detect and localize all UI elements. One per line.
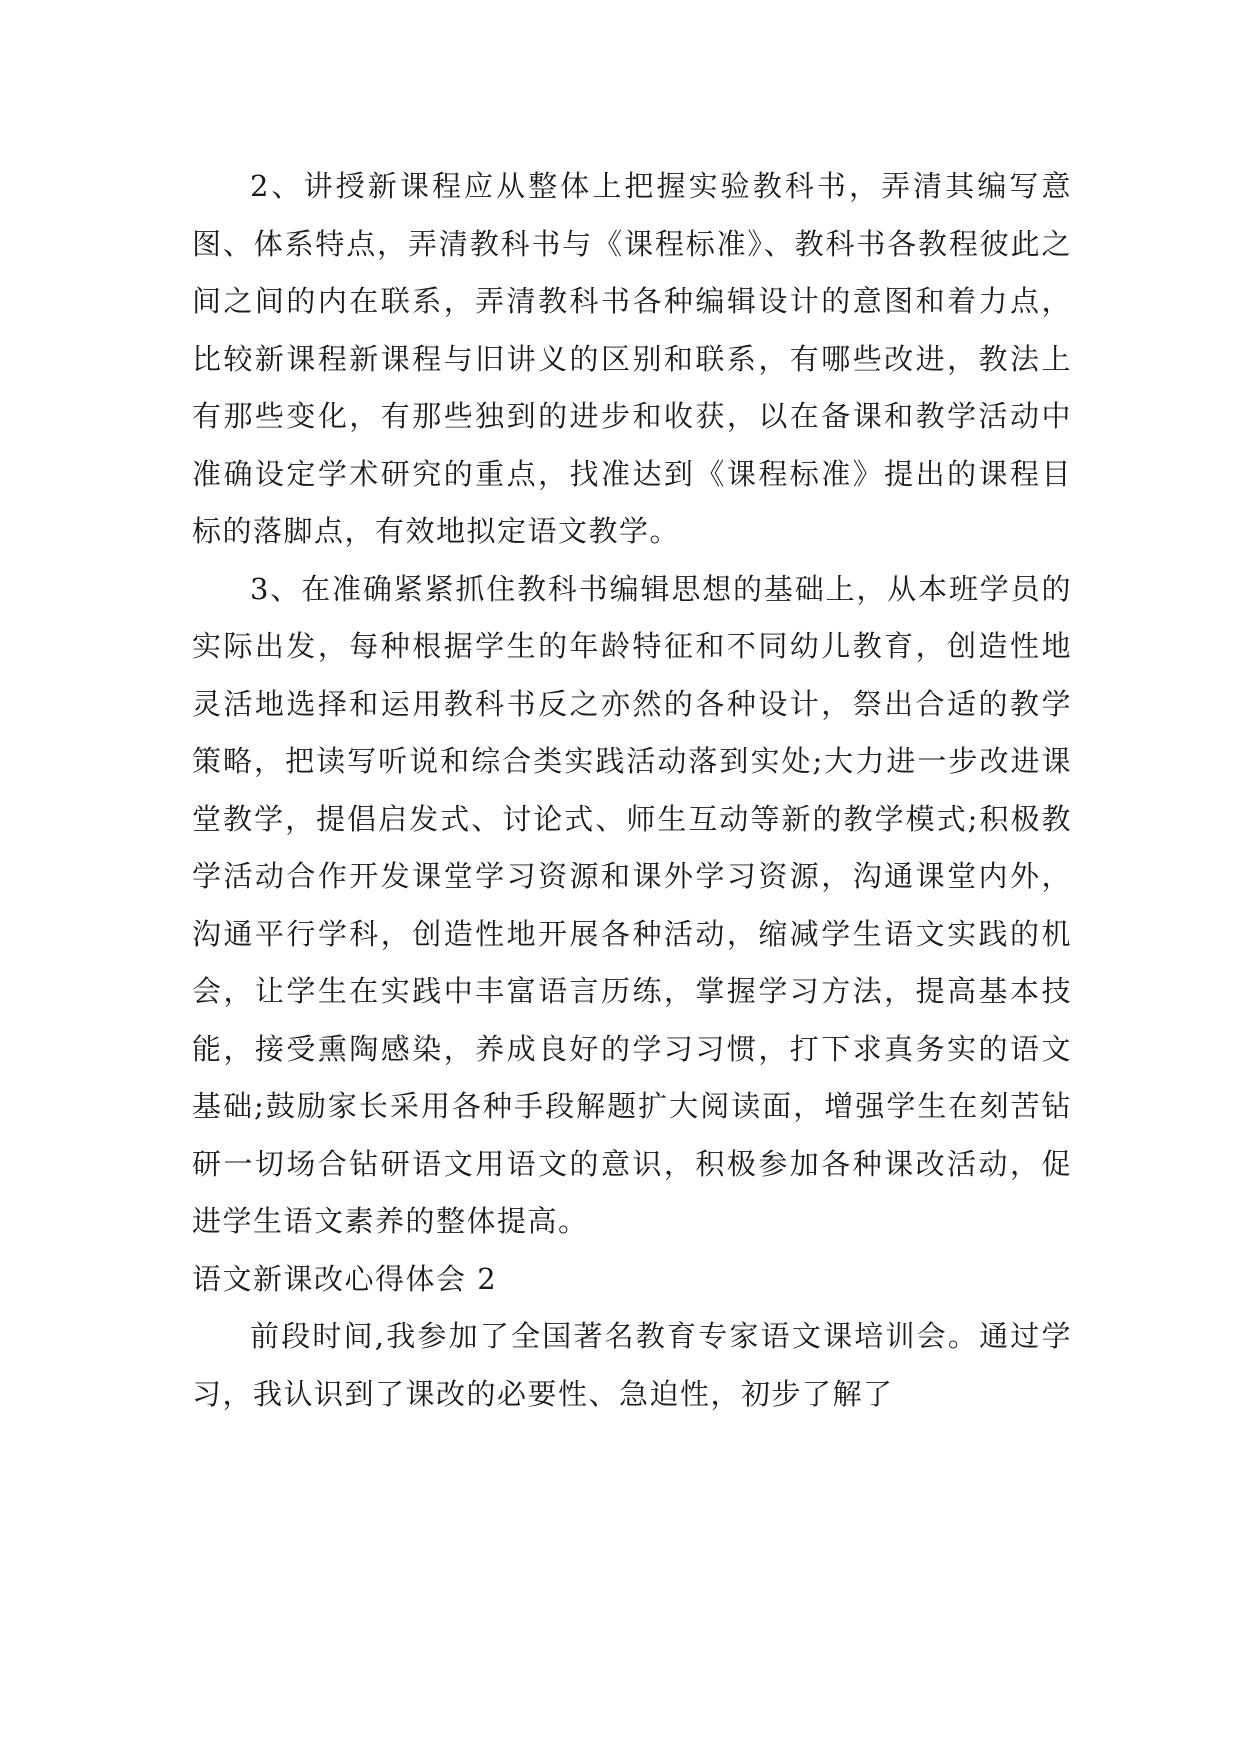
paragraph-intro: 前段时间,我参加了全国著名教育专家语文课培训会。通过学习，我认识到了课改的必要性、急迫性，初步了解了 [192, 1319, 1072, 1411]
paragraph-3: 3、在准确紧紧抓住教科书编辑思想的基础上，从本班学员的实际出发，每种根据学生的年龄特征和不同幼儿教育，创造性地灵活地选择和运用教科书反之亦然的各种设计，祭出合适的教学策略，把读写听说和综合类实践活动落到实处;大力进一步改进课堂教学，提倡启发式、讨论式、师生互动等新的教学模式;积极教学活动合作开发课堂学习资源和课外学习资源，沟通课堂内外，沟通平行学科，创造性地开展各种活动，缩减学生语文实践的机会，让学生在实践中丰富语言历练，掌握学习方法，提高基本技能，接受熏陶感染，养成良好的学习习惯，打下求真务实的语文基础;鼓励家长采用各种手段解题扩大阅读面，增强学生在刻苦钻研一切场合钻研语文用语文的意识，积极参加各种课改活动，促进学生语文素养的整体提高。 [192, 571, 1072, 1238]
section-heading: 语文新课改心得体会 2 [192, 1261, 498, 1296]
document-body [192, 158, 1072, 1423]
paragraph-2: 2、讲授新课程应从整体上把握实验教科书，弄清其编写意图、体系特点，弄清教科书与《课程标准》、教科书各教程彼此之间之间的内在联系，弄清教科书各种编辑设计的意图和着力点，比较新课程新课程与旧讲义的区别和联系，有哪些改进，教法上有那些变化，有那些独到的进步和收获，以在备课和教学活动中准确设定学术研究的重点，找准达到《课程标准》提出的课程目标的落脚点，有效地拟定语文教学。 [192, 169, 1072, 548]
